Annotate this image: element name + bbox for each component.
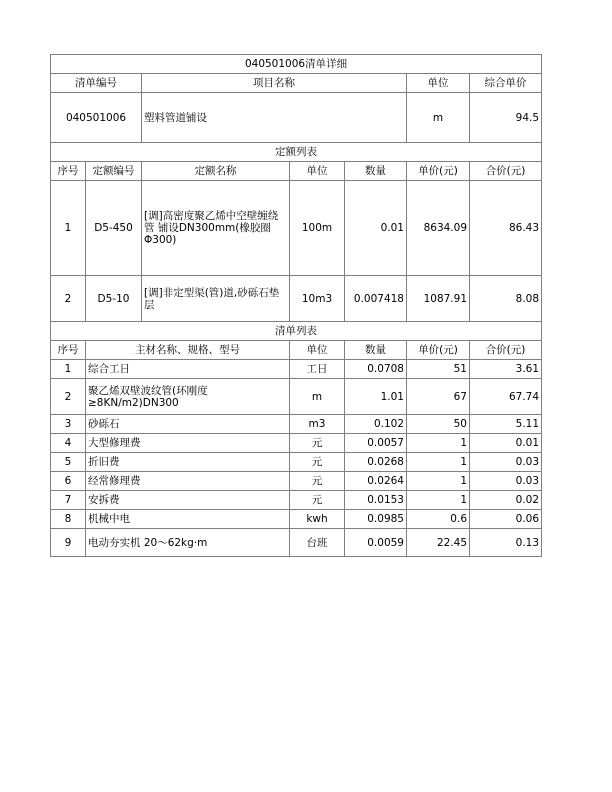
list-cell: 0.01: [470, 434, 542, 453]
quota-section-title: 定额列表: [51, 143, 542, 162]
list-cell: 0.02: [470, 491, 542, 510]
quota-cell: 10m3: [290, 276, 345, 322]
header-price-label: 综合单价: [470, 74, 542, 93]
bill-detail-table: [50, 54, 542, 557]
list-row: [51, 491, 542, 510]
list-row: [51, 510, 542, 529]
list-cell: 4: [51, 434, 86, 453]
list-cell: 0.0264: [345, 472, 407, 491]
quota-header-cell: 数量: [345, 162, 407, 181]
list-cell: 0.0708: [345, 360, 407, 379]
list-cell: 6: [51, 472, 86, 491]
quota-header-cell: 定额编号: [86, 162, 142, 181]
list-cell: 1: [407, 434, 470, 453]
list-row: [51, 379, 542, 415]
list-cell: 3: [51, 415, 86, 434]
list-cell: 3.61: [470, 360, 542, 379]
list-cell: 0.13: [470, 529, 542, 557]
list-cell: 1: [407, 491, 470, 510]
quota-cell: 1: [51, 181, 86, 276]
list-cell: 5.11: [470, 415, 542, 434]
list-cell: 0.06: [470, 510, 542, 529]
list-row: [51, 360, 542, 379]
quota-cell: 2: [51, 276, 86, 322]
quota-cell: 86.43: [470, 181, 542, 276]
list-cell: 5: [51, 453, 86, 472]
list-row: [51, 415, 542, 434]
list-header-cell: 数量: [345, 341, 407, 360]
list-cell: 67: [407, 379, 470, 415]
list-header-row: [51, 341, 542, 360]
list-cell: 元: [290, 472, 345, 491]
quota-cell: 1087.91: [407, 276, 470, 322]
list-cell: 0.0153: [345, 491, 407, 510]
header-name-label: 项目名称: [142, 74, 407, 93]
quota-header-cell: 合价(元): [470, 162, 542, 181]
list-cell: 工日: [290, 360, 345, 379]
list-cell: kwh: [290, 510, 345, 529]
list-cell: 7: [51, 491, 86, 510]
list-cell: 0.102: [345, 415, 407, 434]
list-row: [51, 453, 542, 472]
item-name: 塑料管道铺设: [142, 93, 407, 143]
quota-cell: [调]非定型渠(管)道,砂砾石垫层: [142, 276, 290, 322]
header-unit-label: 单位: [407, 74, 470, 93]
quota-header-cell: 序号: [51, 162, 86, 181]
quota-cell: 8634.09: [407, 181, 470, 276]
quota-row: [51, 276, 542, 322]
list-header-cell: 序号: [51, 341, 86, 360]
list-cell: 2: [51, 379, 86, 415]
list-cell: 聚乙烯双壁波纹管(环刚度≥8KN/m2)DN300: [86, 379, 290, 415]
list-cell: 大型修理费: [86, 434, 290, 453]
list-cell: 1: [407, 472, 470, 491]
list-cell: 砂砾石: [86, 415, 290, 434]
list-header-cell: 单价(元): [407, 341, 470, 360]
list-cell: 电动夯实机 20～62kg·m: [86, 529, 290, 557]
list-cell: 0.6: [407, 510, 470, 529]
list-cell: 元: [290, 453, 345, 472]
list-cell: 0.0268: [345, 453, 407, 472]
list-cell: 元: [290, 434, 345, 453]
list-cell: 安拆费: [86, 491, 290, 510]
list-cell: 台班: [290, 529, 345, 557]
item-unit: m: [407, 93, 470, 143]
quota-header-row: [51, 162, 542, 181]
sheet-title: 040501006清单详细: [51, 55, 542, 74]
list-row: [51, 472, 542, 491]
list-cell: 元: [290, 491, 345, 510]
list-cell: 经常修理费: [86, 472, 290, 491]
quota-cell: D5-10: [86, 276, 142, 322]
list-cell: 8: [51, 510, 86, 529]
list-cell: 9: [51, 529, 86, 557]
list-cell: 0.0057: [345, 434, 407, 453]
list-cell: 0.0059: [345, 529, 407, 557]
list-header-cell: 主材名称、规格、型号: [86, 341, 290, 360]
quota-header-cell: 单位: [290, 162, 345, 181]
item-price: 94.5: [470, 93, 542, 143]
header-code-label: 清单编号: [51, 74, 142, 93]
list-cell: 0.03: [470, 453, 542, 472]
item-code: 040501006: [51, 93, 142, 143]
list-cell: m: [290, 379, 345, 415]
list-cell: 0.03: [470, 472, 542, 491]
list-row: [51, 529, 542, 557]
list-cell: 50: [407, 415, 470, 434]
list-cell: 51: [407, 360, 470, 379]
list-cell: 综合工日: [86, 360, 290, 379]
list-cell: 67.74: [470, 379, 542, 415]
quota-cell: 0.01: [345, 181, 407, 276]
list-cell: 1.01: [345, 379, 407, 415]
quota-row: [51, 181, 542, 276]
list-header-cell: 单位: [290, 341, 345, 360]
list-cell: m3: [290, 415, 345, 434]
list-cell: 22.45: [407, 529, 470, 557]
list-cell: 折旧费: [86, 453, 290, 472]
quota-header-cell: 单价(元): [407, 162, 470, 181]
list-section-title: 清单列表: [51, 322, 542, 341]
list-cell: 0.0985: [345, 510, 407, 529]
list-cell: 机械中电: [86, 510, 290, 529]
list-cell: 1: [51, 360, 86, 379]
list-header-cell: 合价(元): [470, 341, 542, 360]
quota-cell: 0.007418: [345, 276, 407, 322]
quota-cell: [调]高密度聚乙烯中空壁缠绕管 铺设DN300mm(橡胶圈 Φ300): [142, 181, 290, 276]
quota-cell: 8.08: [470, 276, 542, 322]
list-cell: 1: [407, 453, 470, 472]
quota-header-cell: 定额名称: [142, 162, 290, 181]
quota-cell: D5-450: [86, 181, 142, 276]
list-row: [51, 434, 542, 453]
quota-cell: 100m: [290, 181, 345, 276]
